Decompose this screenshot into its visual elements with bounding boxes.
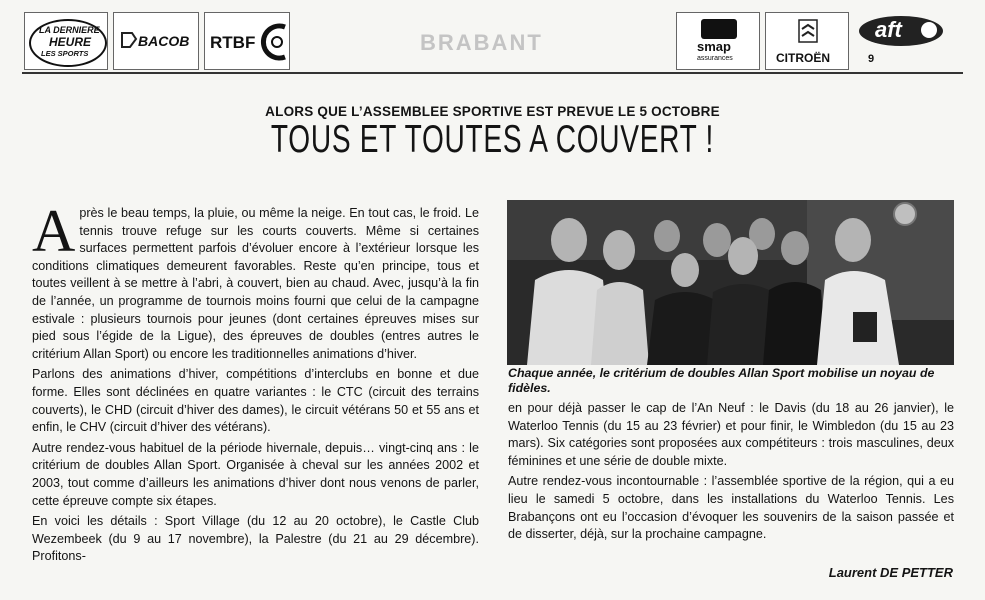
rtbf-logo-text: RTBF [210,33,256,52]
paragraph-1-text: près le beau temps, la pluie, ou même la neige. En tout cas, le froid. Le tennis trouve refuge sur les courts couverts. Même si certaines surfaces permettent parfois d’évoluer encore à l’extérieur lorsque les conditions climatiques demeurent favorables. Reste qu’en principe, tous et toutes veillent à se mettre à l’abri, à couvert, bien au chaud. Avec, jusqu’à la fin de l’année, un programme de tournois moins fourni que celui de la campagne estivale : plusieurs tournois pour jeunes (dont certaines épreuves mises sur pied sous l’égide de la Ligue), des épreuves de doubles (entres autres le critérium Allan Sport) ou encore les traditionnelles animations d’hiver. [32,206,479,361]
byline: Laurent DE PETTER [828,565,953,580]
smap-logo-sub: assurances [697,55,733,62]
paragraph-6: Autre rendez-vous incontournable : l’assemblée sportive de la région, qui a eu lieu le samedi 5 octobre, dans les installations du Waterloo Tennis. Les Brabançons ont eu l’occasion d’évoquer les souvenirs de la saison passée et de disserter, déjà, sur la prochaine campagne. [508,474,954,542]
smap-logo-text: smap [697,39,731,54]
bacob-emblem-icon [120,31,138,49]
article-kicker: ALORS QUE L’ASSEMBLEE SPORTIVE EST PREVUE LE 5 OCTOBRE [265,104,720,119]
section-title: BRABANT [420,30,543,55]
smap-emblem-icon [701,19,737,39]
paragraph-2: Parlons des animations d’hiver, compétitions d’interclubs en bonne et due forme. Elles sont déclinées en quatre variantes : le CTC (circuit des terrains couverts), le CHD (circuit d’hiver des dames), le circuit vétérans 50 et 55 ans et enfin, le CHV (circuit d’hiver des vétérans). [32,367,479,435]
tennis-ball-icon [921,22,937,38]
citroen-logo-text: CITROËN [776,51,830,65]
page-number: 9 [868,53,875,65]
aft-logo-text: aft [875,17,902,42]
dh-logo-line3: LES SPORTS [41,49,89,58]
rtbf-logo [204,12,290,70]
wall-clock-icon [894,203,916,225]
aft-logo [857,12,945,56]
left-column [32,198,479,569]
photo-caption: Chaque année, le critérium de doubles Allan Sport mobilise un noyau de fidèles. [508,366,935,395]
header-rule [22,72,963,74]
paragraph-4: En voici les détails : Sport Village (du 12 au 20 octobre), le Castle Club Wezembeek (du 9 au 17 novembre), la Palestre (du 21 au 29 décembre). Profitons- [32,514,479,564]
dh-sports-logo [24,12,108,70]
paragraph-1 [32,198,479,363]
paragraph-5: en pour déjà passer le cap de l’An Neuf : le Davis (du 18 au 26 janvier), le Waterloo Tennis (du 15 au 23 février) et pour finir, le Wimbledon (du 15 au 23 mars). Six catégories sont proposées aux compétiteurs : trois masculines, deux féminines et une série de double mixte. [508,401,954,468]
drop-cap: A [32,198,76,264]
right-column [508,400,954,547]
rtbf-c-mark-icon [259,21,289,63]
bacob-logo-text: BACOB [138,33,190,49]
citroen-chevrons-icon [798,19,818,43]
article-title: TOUS ET TOUTES A COUVERT ! [270,118,715,161]
dh-logo-line2: HEURE [49,35,92,49]
citroen-logo [765,12,849,70]
paragraph-3: Autre rendez-vous habituel de la période hivernale, depuis… vingt-cinq ans : le critérium de doubles Allan Sport. Organisée à cheval sur les années 2002 et 2003, tout comme d’ailleurs les animations d’hiver dont nous venons de parler, cette épreuve compte six étapes. [32,440,479,508]
bacob-logo [113,12,199,70]
smap-logo [676,12,760,70]
dh-logo-line1: LA DERNIERE [39,25,100,35]
team-photo [507,200,954,365]
